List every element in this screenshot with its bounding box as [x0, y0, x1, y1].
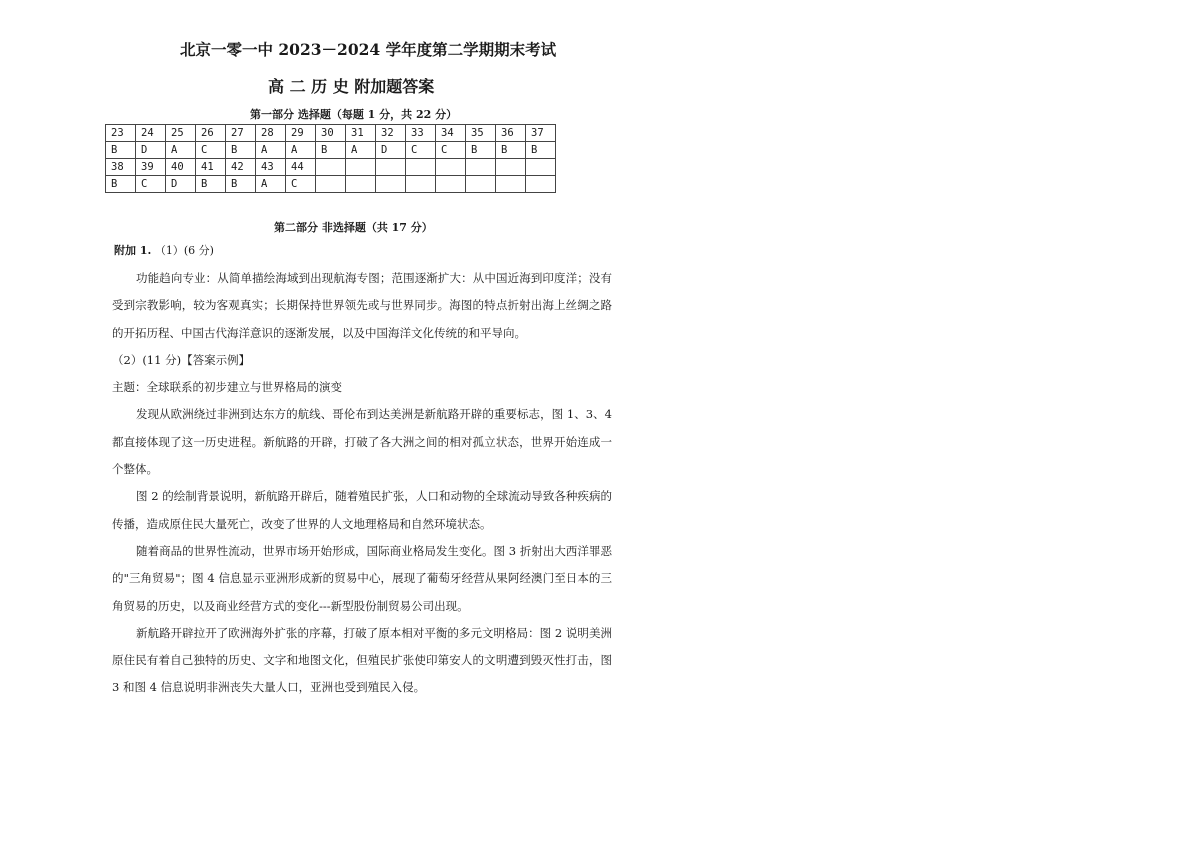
- answer-table-cell: [436, 159, 466, 176]
- answer-table-cell: 25: [166, 125, 196, 142]
- answer-table-row: [106, 176, 556, 193]
- answer-table-cell: 33: [406, 125, 436, 142]
- answer-table-cell: B: [526, 142, 556, 159]
- answer-table-cell: 26: [196, 125, 226, 142]
- answer-table-cell: [496, 176, 526, 193]
- answer-paragraph-5: 新航路开辟拉开了欧洲海外扩张的序幕，打破了原本相对平衡的多元文明格局：图 2 说明美洲原住民有着自己独特的历史、文字和地图文化，但殖民扩张使印第安人的文明遭到毁灭性打击，图 3 和图 4 信息说明非洲丧失大量人口，亚洲也受到殖民入侵。: [112, 625, 612, 695]
- answer-table-cell: 34: [436, 125, 466, 142]
- answer-table-cell: [346, 159, 376, 176]
- question-1-label: 附加 1.: [114, 244, 152, 257]
- answer-table-cell: 44: [286, 159, 316, 176]
- page-title: 北京一零一中 2023－2024 学年度第二学期期末考试: [180, 40, 557, 59]
- question-1-header: [114, 242, 214, 258]
- answer-table-cell: C: [436, 142, 466, 159]
- answer-table-cell: B: [316, 142, 346, 159]
- answer-table-row: [106, 142, 556, 159]
- answer-paragraph-4: 随着商品的世界性流动，世界市场开始形成，国际商业格局发生变化。图 3 折射出大西洋罪恶的"三角贸易"；图 4 信息显示亚洲形成新的贸易中心，展现了葡萄牙经营从果阿经澳门至日本的三角贸易的历史，以及商业经营方式的变化---新型股份制贸易公司出现。: [112, 543, 612, 613]
- answer-paragraph-2: 发现从欧洲绕过非洲到达东方的航线、哥伦布到达美洲是新航路开辟的重要标志，图 1、3、4 都直接体现了这一历史进程。新航路的开辟，打破了各大洲之间的相对孤立状态，世界开始连成一个整体。: [112, 407, 612, 477]
- answer-table-cell: 30: [316, 125, 346, 142]
- answer-table-cell: 23: [106, 125, 136, 142]
- answer-table: [105, 124, 556, 193]
- answer-table-cell: [526, 176, 556, 193]
- answer-table-cell: 31: [346, 125, 376, 142]
- page-subtitle: 高 二 历 史 附加题答案: [268, 77, 435, 96]
- part1-heading: 第一部分 选择题（每题 1 分，共 22 分）: [250, 108, 458, 121]
- answer-table-cell: [496, 159, 526, 176]
- answer-table-cell: [466, 159, 496, 176]
- answer-table-cell: D: [166, 176, 196, 193]
- answer-table-cell: A: [346, 142, 376, 159]
- answer-table-cell: B: [196, 176, 226, 193]
- answer-table-cell: 32: [376, 125, 406, 142]
- answer-table-cell: B: [106, 142, 136, 159]
- answer-table-cell: A: [256, 142, 286, 159]
- answer-table-cell: A: [256, 176, 286, 193]
- answer-table-cell: 38: [106, 159, 136, 176]
- answer-table-cell: [376, 176, 406, 193]
- answer-table-cell: B: [106, 176, 136, 193]
- answer-table-cell: [436, 176, 466, 193]
- answer-table-cell: 37: [526, 125, 556, 142]
- answer-table-row: [106, 159, 556, 176]
- answer-table-cell: B: [496, 142, 526, 159]
- answer-table-cell: 29: [286, 125, 316, 142]
- answer-table-cell: 40: [166, 159, 196, 176]
- answer-table-cell: [526, 159, 556, 176]
- answer-table-cell: [406, 159, 436, 176]
- answer-table-cell: B: [226, 176, 256, 193]
- answer-table-cell: [346, 176, 376, 193]
- answer-paragraph-1: 功能趋向专业：从简单描绘海域到出现航海专图；范围逐渐扩大：从中国近海到印度洋；没有受到宗教影响，较为客观真实；长期保持世界领先或与世界同步。海图的特点折射出海上丝绸之路的开拓历程、中国古代海洋意识的逐渐发展，以及中国海洋文化传统的和平导向。: [112, 271, 612, 340]
- question-2-header: （2）(11 分)【答案示例】: [112, 352, 251, 367]
- answer-body: [112, 265, 612, 702]
- answer-table-row: [106, 125, 556, 142]
- answer-table-cell: C: [406, 142, 436, 159]
- answer-table-cell: 43: [256, 159, 286, 176]
- answer-table-cell: 35: [466, 125, 496, 142]
- answer-table-cell: [316, 159, 346, 176]
- answer-table-cell: A: [286, 142, 316, 159]
- answer-table-cell: 36: [496, 125, 526, 142]
- answer-table-cell: A: [166, 142, 196, 159]
- answer-table-cell: [466, 176, 496, 193]
- answer-table-cell: 41: [196, 159, 226, 176]
- question-1-subpart: （1）(6 分): [154, 244, 214, 257]
- answer-paragraph-3: 图 2 的绘制背景说明，新航路开辟后，随着殖民扩张，人口和动物的全球流动导致各种疾病的传播，造成原住民大量死亡，改变了世界的人文地理格局和自然环境状态。: [112, 489, 612, 531]
- answer-table-cell: [316, 176, 346, 193]
- answer-table-cell: 42: [226, 159, 256, 176]
- answer-theme: 主题：全球联系的初步建立与世界格局的演变: [112, 380, 342, 395]
- answer-table-cell: B: [226, 142, 256, 159]
- answer-table-cell: D: [136, 142, 166, 159]
- answer-table-cell: 24: [136, 125, 166, 142]
- answer-table-cell: [406, 176, 436, 193]
- answer-table-cell: 39: [136, 159, 166, 176]
- answer-table-cell: [376, 159, 406, 176]
- part2-heading: 第二部分 非选择题（共 17 分）: [274, 221, 433, 234]
- answer-table-cell: 28: [256, 125, 286, 142]
- answer-table-cell: C: [196, 142, 226, 159]
- answer-table-cell: C: [286, 176, 316, 193]
- answer-table-cell: D: [376, 142, 406, 159]
- answer-table-cell: B: [466, 142, 496, 159]
- answer-table-cell: C: [136, 176, 166, 193]
- answer-table-cell: 27: [226, 125, 256, 142]
